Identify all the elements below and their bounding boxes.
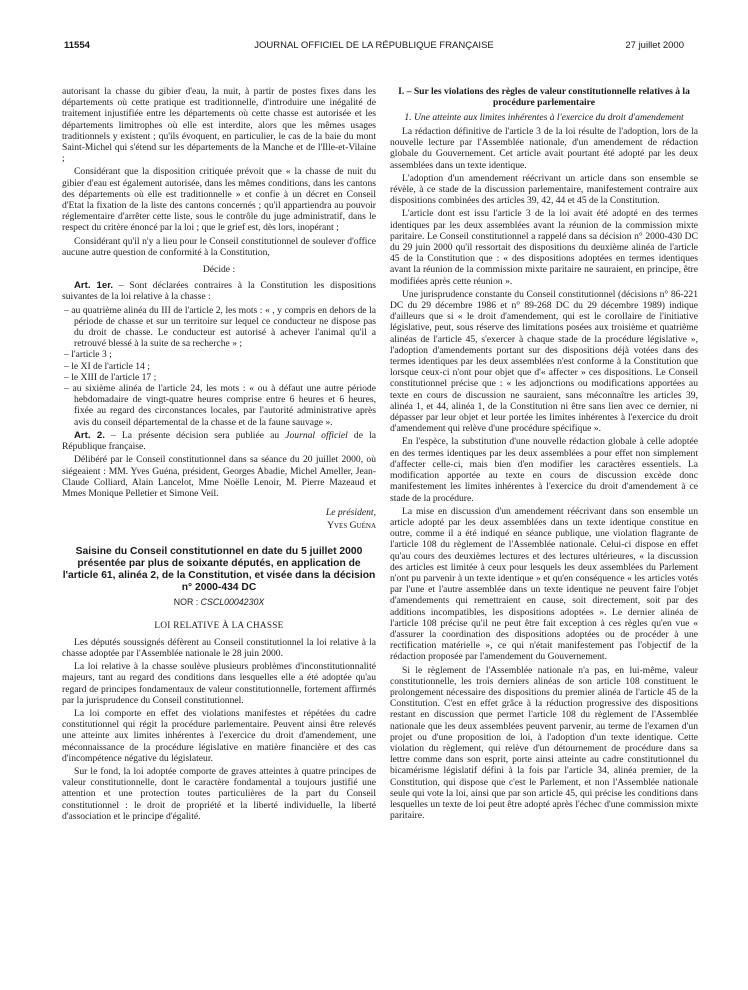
page-header — [0, 40, 748, 54]
paragraph: autorisant la chasse du gibier d'eau, la nuit, à partir de postes fixes dans les départements où cette pratique est traditionnelle, d'introduire une inégalité de traitement injustifiée entre les départements où cette chasse est autorisée et les départements limitrophes où elle est interdite, alors que les mêmes usages traditionnels y existent ; qu'ils évoquent, en particulier, le cas de la baie du mont Saint-Michel qui s'étend sur les départements de la Manche et de l'Ille-et-Vilaine ; — [62, 86, 376, 165]
signature-title — [62, 507, 376, 518]
signature-title-text: Le président, — [325, 507, 376, 519]
paragraph: L'article dont est issu l'article 3 de la loi avait été adopté en des termes identiques par les deux assemblées avant la réunion de la commission mixte paritaire. Le Conseil constitutionnel a rappelé dans sa décision n° 2000-430 DC du 29 juin 2000 qu'il ressortait des dispositions du deuxième alinéa de l'article 45 de la Constitution que : « des dispositions adoptées en termes identiques avant la réunion de la commission mixte paritaire ne sauraient, en principe, être modifiées après cette réunion ». — [390, 208, 698, 287]
paragraph: La loi relative à la chasse soulève plusieurs problèmes d'inconstitutionnalité majeurs, tant au regard des conditions dans lesquelles elle a été adoptée qu'au regard de principes fondamentaux de valeur constitutionnelle, fortement affirmés par la jurisprudence du Conseil constitutionnel. — [62, 661, 376, 706]
paragraph: En l'espèce, la substitution d'une nouvelle rédaction globale à celle adoptée en des termes identiques par les deux assemblées a pour effet non simplement d'affecter celle-ci, mais bien d'en modifier les caractères essentiels. La modification apportée au texte en cours de discussion excède donc manifestement les limites inhérentes à l'exercice du droit d'amendement à ce stade de la procédure. — [390, 436, 698, 504]
subsection-title: 1. Une atteinte aux limites inhérentes à l'exercice du droit d'amendement — [404, 112, 684, 123]
journal-title: JOURNAL OFFICIEL DE LA RÉPUBLIQUE FRANÇAISE — [254, 40, 494, 51]
nor-reference — [62, 597, 376, 608]
article-1-label: Art. 1er. — [74, 280, 114, 292]
deliberation-paragraph: Délibéré par le Conseil constitutionnel dans sa séance du 20 juillet 2000, où siégeaient : MM. Yves Guéna, président, Georges Abadie, Michel Ameller, Jean-Claude Colliard, Alain Lancelot, Mme Noëlle Lenoir, M. Pierre Mazeaud et Mmes Monique Pelletier et Simone Veil. — [62, 454, 376, 499]
list-item: – au sixième alinéa de l'article 24, les mots : « ou à défaut une autre période hebdomadaire de vingt-quatre heures comprise entre 6 heures et 6 heures, fixée au regard des circonstances locales, par l'autorité administrative après avis du conseil départemental de la chasse et de la faune sauvage ». — [64, 383, 376, 428]
loi-heading: LOI RELATIVE À LA CHASSE — [154, 619, 284, 630]
paragraph: Si le règlement de l'Assemblée nationale n'a pas, en lui-même, valeur constitutionnelle, les trois derniers alinéas de son article 108 constituent le prolongement nécessaire des dispositions du premier alinéa de l'article 45 de la Constitution. C'est en effet grâce à la réduction progressive des dispositions restant en discussion que permet l'article 108 du règlement de l'Assemblée nationale que les deux assemblées peuvent parvenir, au terme de l'examen d'un projet ou d'une proposition de loi, à l'adoption d'un texte identique. Cette violation du règlement, qui relève d'un détournement de procédure dans sa lettre comme dans son esprit, porte ainsi atteinte au cadre constitutionnel du bicamérisme législatif défini à la fois par l'article 34, alinéa premier, de la Constitution, qui dispose que c'est le Parlement, et non l'Assemblée nationale seule qui vote la loi, ainsi que par son article 45, qui précise les conditions dans lesquelles un texte de loi peut être adopté après l'échec d'une commission mixte paritaire. — [390, 664, 698, 822]
paragraph: L'adoption d'un amendement réécrivant un article dans son ensemble se révèle, à ce stade de la discussion parlementaire, manifestement contraire aux dispositions combinées des articles 39, 42, 44 et 45 de la Constitution. — [390, 172, 698, 207]
section-title: I. – Sur les violations des règles de valeur constitutionnelle relatives à la procédure parlementaire — [398, 86, 690, 108]
list-item: – le XIII de l'article 17 ; — [64, 371, 157, 383]
journal-officiel-ref: Journal officiel — [285, 429, 348, 441]
article-1-list — [62, 305, 376, 428]
paragraph: Sur le fond, la loi adoptée comporte de graves atteintes à quatre principes de valeur constitutionnelle, dont le caractère fondamental a toujours justifié une attention et une protection toutes particulières de la part du Conseil constitutionnel : le droit de propriété et la liberté individuelle, la liberté d'association et le principe d'égalité. — [62, 765, 376, 822]
signature-name: Yves Guéna — [327, 520, 376, 532]
left-column — [62, 86, 376, 824]
saisine-heading: Saisine du Conseil constitutionnel en date du 5 juillet 2000 présentée par plus de soixante députés, en application de l'article 61, alinéa 2, de la Constitution, et visée dans la décision n° 2000-434 DC — [62, 545, 376, 594]
publication-date: 27 juillet 2000 — [625, 40, 684, 51]
article-2-text: – La présente décision sera publiée au — [104, 429, 286, 441]
paragraph: La mise en discussion d'un amendement réécrivant dans son ensemble un article adopté par les deux assemblées dans un texte identique constitue en outre, comme il a été indiqué en séance publique, une violation flagrante de l'article 108 du règlement de l'Assemblée nationale. Celui-ci dispose en effet qu'au cours des deuxièmes lectures et des lectures ultérieures, « la discussion des articles est limitée à ceux pour lesquels les deux assemblées du Parlement n'ont pu parvenir à un texte identique » et qu'en conséquence « les articles votés par l'une et l'autre assemblée dans un texte identique ne peuvent faire l'objet d'amendements qui remettraient en cause, soit directement, soit par des additions incompatibles, les dispositions adoptées ». Le dernier alinéa de l'article 108 précise qu'il ne peut être fait exception à ces règles qu'en vue « d'assurer la coordination des dispositions adoptées ou de procéder à une rectification matérielle », ce qui n'était manifestement pas l'objectif de la rédaction proposée par l'amendement du Gouvernement. — [390, 505, 698, 663]
list-item: – l'article 3 ; — [64, 349, 112, 361]
paragraph: La loi comporte en effet des violations manifestes et répétées du cadre constitutionnel qui régit la procédure parlementaire. Peuvent ainsi être relevés une atteinte aux limites inhérentes à l'exercice du droit d'amendement, une méconnaissance de la procédure législative en matière financière et des cas d'incompétence négative du législateur. — [62, 707, 376, 764]
page-number: 11554 — [64, 40, 90, 51]
paragraph: Considérant que la disposition critiquée prévoit que « la chasse de nuit du gibier d'eau est également autorisée, dans les mêmes conditions, dans les cantons des départements où elle est traditionnelle » et confie à un décret en Conseil d'Etat la fixation de la liste des cantons concernés ; qu'il appartiendra au pouvoir réglementaire d'arrêter cette liste, sous le contrôle du juge administratif, dans le respect du critère énoncé par la loi ; que le grief est, dès lors, inopérant ; — [62, 166, 376, 234]
paragraph: Une jurisprudence constante du Conseil constitutionnel (décisions n° 86-221 DC du 29 décembre 1986 et n° 89-268 DC du 29 décembre 1989) indique d'ailleurs que si « le droit d'amendement, qui est le corollaire de l'initiative législative, peut, sous réserve des limitations posées aux troisième et quatrième alinéas de l'article 45, s'exercer à chaque stade de la procédure législative », l'adoption d'amendements portant sur des dispositions déjà votées dans des termes identiques par les deux assemblées n'est conforme à la Constitution que lorsque ceux-ci n'ont pour objet que d'« affecter » ces dispositions. Le Conseil constitutionnel précise que : « les adjonctions ou modifications apportées au texte en cours de discussion ne sauraient, sans méconnaître les articles 39, alinéa 1, et 44, alinéa 1, de la Constitution ni être sans lien avec ce dernier, ni dépasser par leur objet et leur portée les limites inhérentes à l'exercice du droit d'amendement qui relève d'une procédure spécifique ». — [390, 288, 698, 435]
decide-heading: Décide : — [202, 264, 236, 276]
paragraph: Considérant qu'il n'y a lieu pour le Conseil constitutionnel de soulever d'office aucune autre question de conformité à la Constitution, — [62, 235, 376, 258]
right-column — [390, 86, 698, 823]
article-2-text-end: de la République française. — [62, 429, 376, 453]
article-2-label: Art. 2. — [74, 429, 105, 441]
list-item: – le XI de l'article 14 ; — [64, 360, 150, 372]
nor-code: CSCL0004230X — [200, 597, 265, 608]
article-1 — [62, 280, 376, 302]
list-item: – au quatrième alinéa du III de l'article 2, les mots : « , y compris en dehors de la période de chasse et sur un territoire sur lequel ce conducteur ne dispose pas du droit de chasse. Le conducteur est autorisé à achever l'animal qu'il a retrouvé blessé à la suite de sa recherche » ; — [64, 304, 376, 350]
paragraph: La rédaction définitive de l'article 3 de la loi résulte de l'adoption, lors de la nouvelle lecture par l'Assemblée nationale, d'un amendement de rédaction globale du Gouvernement. Cet article avait pourtant été adopté par les deux assemblées dans un texte identique. — [390, 126, 698, 171]
nor-label: NOR : — [173, 597, 201, 608]
article-1-text: – Sont déclarées contraires à la Constitution les dispositions suivantes de la loi relative à la chasse : — [62, 280, 376, 303]
paragraph: Les députés soussignés défèrent au Conseil constitutionnel la loi relative à la chasse adoptée par l'Assemblée nationale le 28 juin 2000. — [62, 636, 376, 659]
article-2 — [62, 430, 376, 452]
